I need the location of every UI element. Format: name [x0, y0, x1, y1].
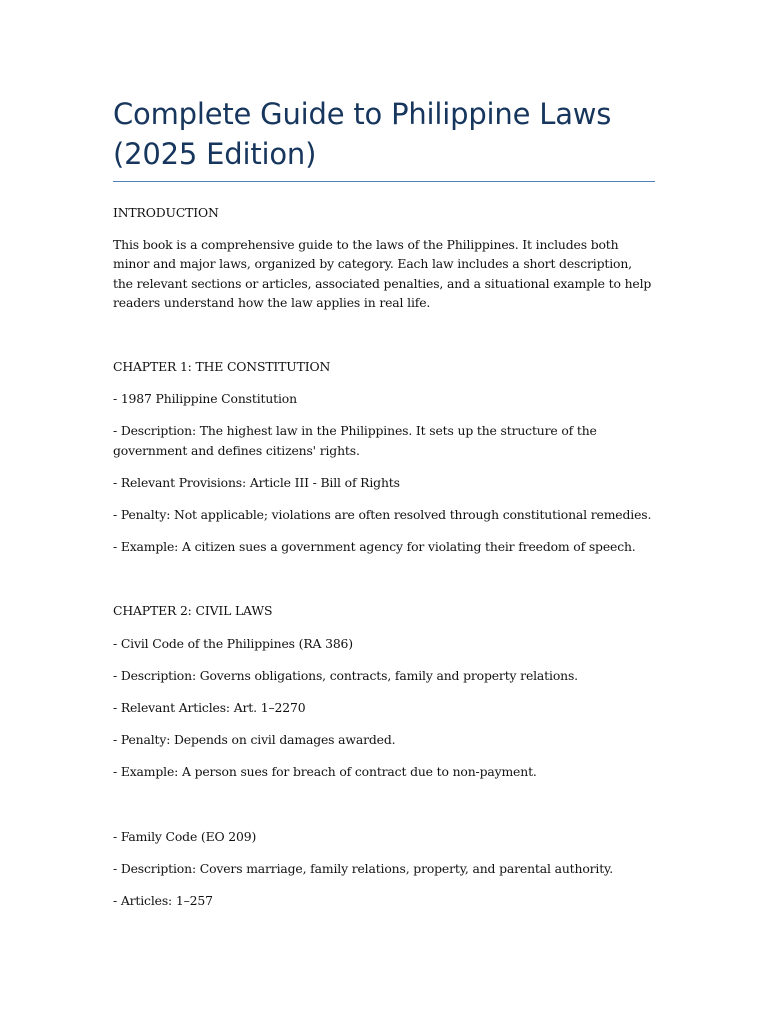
- title-underline: [113, 181, 655, 182]
- civil-code-law-name: - Civil Code of the Philippines (RA 386): [113, 635, 353, 651]
- civil-code-example: - Example: A person sues for breach of contract due to non-payment.: [113, 764, 537, 780]
- chapter-1-provisions: - Relevant Provisions: Article III - Bill of Rights: [113, 474, 400, 490]
- section-gap: [113, 569, 655, 601]
- chapter-1-description: - Description: The highest law in the Philippines. It sets up the structure of the government and defines citizens' rights.: [113, 423, 597, 458]
- family-code-articles: - Articles: 1–257: [113, 893, 213, 909]
- document-title: [113, 94, 655, 174]
- chapter-1-law-name: - 1987 Philippine Constitution: [113, 391, 297, 407]
- introduction-paragraph: This book is a comprehensive guide to the laws of the Philippines. It includes both minor and major laws, organized by category. Each law includes a short description, the relevant sections or articles, associated penalties, and a situational example to help readers understand how the law applies in real life.: [113, 237, 652, 310]
- chapter-1-penalty: - Penalty: Not applicable; violations are often resolved through constitutional remedies.: [113, 507, 652, 523]
- family-code-law-name: - Family Code (EO 209): [113, 828, 257, 844]
- family-code-description: - Description: Covers marriage, family relations, property, and parental authority.: [113, 860, 614, 876]
- section-gap: [113, 325, 655, 357]
- civil-code-description: - Description: Governs obligations, contracts, family and property relations.: [113, 667, 578, 683]
- section-gap: [113, 795, 655, 827]
- title-line-1: Complete Guide to Philippine Laws: [113, 97, 612, 131]
- chapter-1-example: - Example: A citizen sues a government agency for violating their freedom of speech.: [113, 539, 636, 555]
- chapter-1-heading: CHAPTER 1: THE CONSTITUTION: [113, 359, 331, 375]
- civil-code-penalty: - Penalty: Depends on civil damages awarded.: [113, 732, 396, 748]
- document-page: [113, 94, 655, 923]
- chapter-2-heading: CHAPTER 2: CIVIL LAWS: [113, 603, 273, 619]
- civil-code-articles: - Relevant Articles: Art. 1–2270: [113, 700, 306, 716]
- title-line-2: (2025 Edition): [113, 137, 317, 171]
- introduction-heading: INTRODUCTION: [113, 205, 219, 220]
